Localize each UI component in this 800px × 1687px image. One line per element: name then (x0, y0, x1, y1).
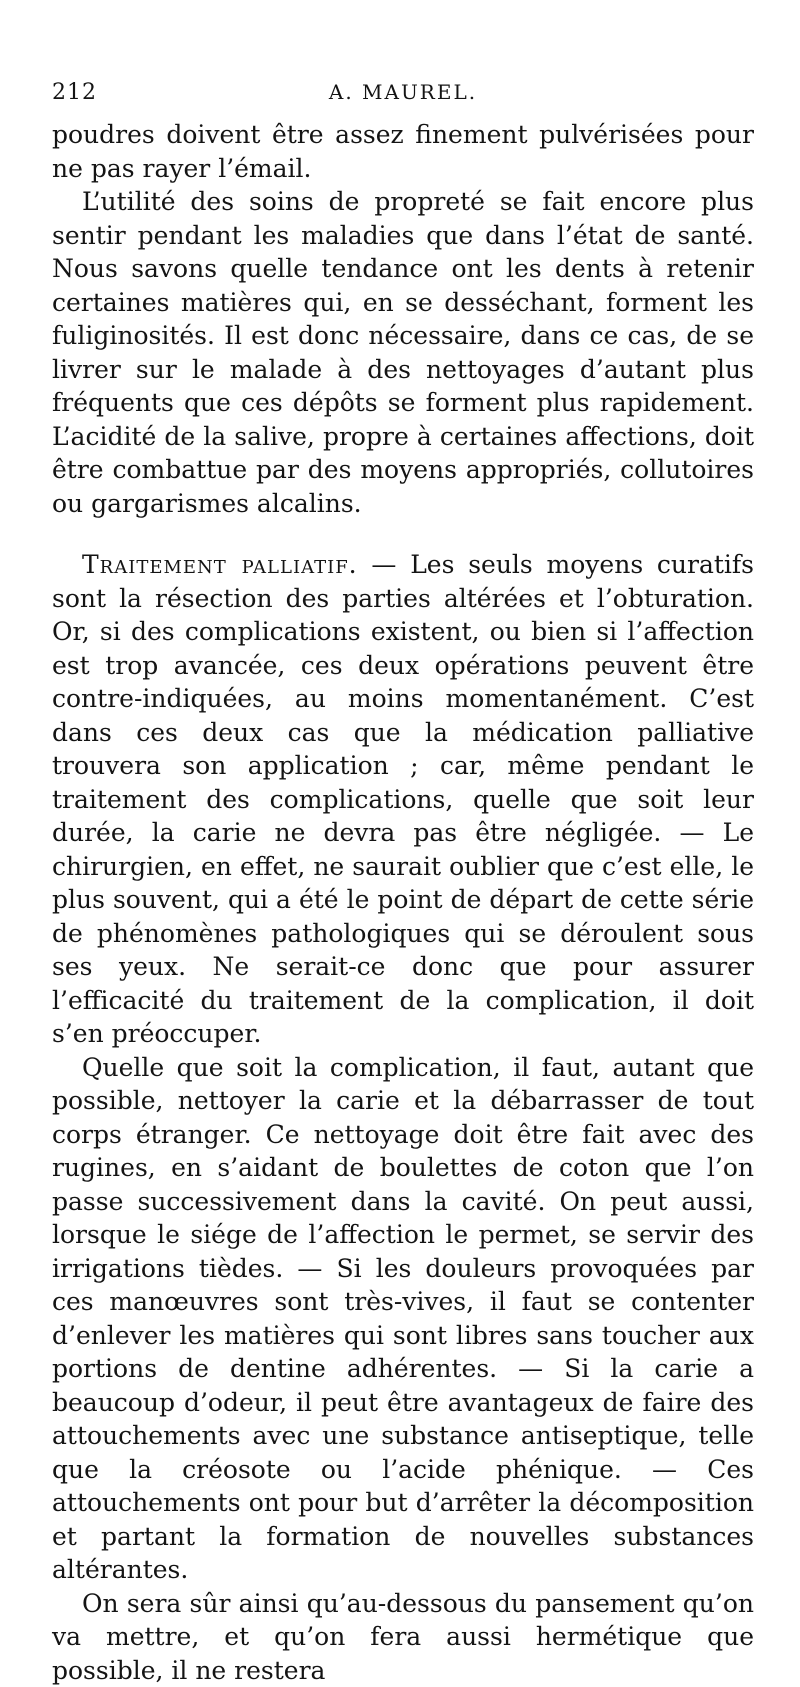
paragraph-traitement-palliatif (52, 548, 754, 1051)
running-head (52, 80, 754, 110)
paragraph-hygiene: L’utilité des soins de propreté se fait encore plus sentir pendant les maladies que dans l’état de santé. Nous savons quelle tendance ont les dents à retenir certaines matières qui, en se desséchant, forment les fuliginosités. Il est donc nécessaire, dans ce cas, de se livrer sur le malade à des nettoyages d’autant plus fréquents que ces dépôts se forment plus rapidement. L’acidité de la salive, propre à certaines affections, doit être combattue par des moyens appropriés, collutoires ou gargarismes alcalins. (52, 185, 754, 520)
paragraph-continuation: poudres doivent être assez finement pulvérisées pour ne pas rayer l’émail. (52, 118, 754, 185)
running-title: A. MAUREL. (52, 80, 754, 104)
page-number: 212 (52, 80, 97, 105)
paragraph-nettoyage: Quelle que soit la complication, il faut, autant que possible, nettoyer la carie et la débarrasser de tout corps étranger. Ce nettoyage doit être fait avec des rugines, en s’aidant de boulettes de coton que l’on passe successivement dans la cavité. On peut aussi, lorsque le siége de l’affection le permet, se servir des irrigations tièdes. — Si les douleurs provoquées par ces manœuvres sont très-vives, il faut se contenter d’enlever les matières qui sont libres sans toucher aux portions de dentine adhérentes. — Si la carie a beaucoup d’odeur, il peut être avantageux de faire des attouchements avec une substance antiseptique, telle que la créosote ou l’acide phénique. — Ces attouchements ont pour but d’arrêter la décomposition et partant la formation de nouvelles substances altérantes. (52, 1051, 754, 1587)
section-heading: Traitement palliatif. (82, 550, 358, 579)
section-text: — Les seuls moyens curatifs sont la résection des parties altérées et l’obturation. Or, si des complications existent, ou bien si l’affection est trop avancée, ces deux opérations peuvent être contre-indiquées, au moins momentanément. C’est dans ces deux cas que la médication palliative trouvera son application ; car, même pendant le traitement des complications, quelle que soit leur durée, la carie ne devra pas être négligée. — Le chirurgien, en effet, ne saurait oublier que c’est elle, le plus souvent, qui a été le point de départ de cette série de phénomènes pathologiques qui se déroulent sous ses yeux. Ne serait-ce donc que pour assurer l’efficacité du traitement de la complication, il doit s’en préoccuper. (52, 550, 754, 1048)
body-text (52, 118, 754, 1687)
paragraph-pansement: On sera sûr ainsi qu’au-dessous du pansement qu’on va mettre, et qu’on fera aussi hermétique que possible, il ne restera (52, 1587, 754, 1687)
